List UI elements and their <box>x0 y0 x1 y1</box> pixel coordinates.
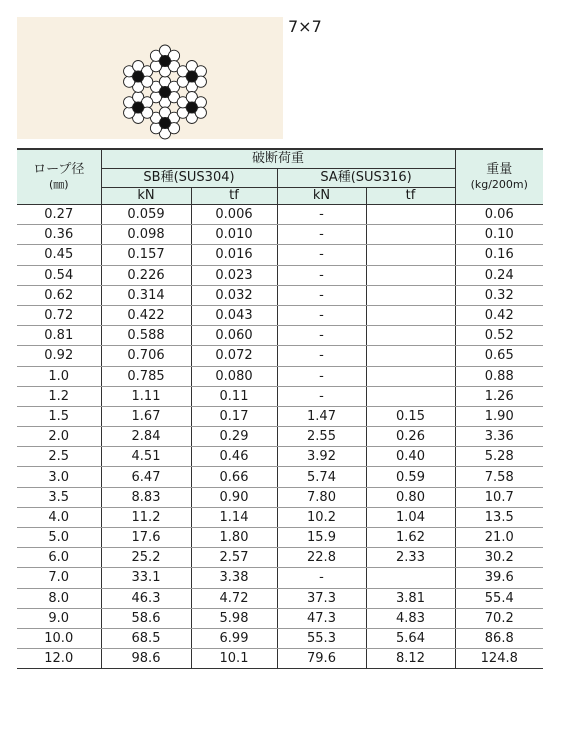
cell-sb-kn: 8.83 <box>101 487 191 507</box>
rope-diameter-unit: (㎜) <box>48 178 69 191</box>
cell-sa-kn: 10.2 <box>277 507 366 527</box>
cell-sa-tf <box>366 285 455 305</box>
header-sb-grade: SB種(SUS304) <box>101 169 277 188</box>
cell-sa-kn: - <box>277 386 366 406</box>
cell-sb-kn: 0.706 <box>101 346 191 366</box>
cell-diameter: 4.0 <box>17 507 101 527</box>
cell-sb-tf: 0.023 <box>191 265 277 285</box>
table-row <box>17 649 543 669</box>
table-row <box>17 548 543 568</box>
cell-sa-kn: - <box>277 265 366 285</box>
table-row <box>17 305 543 325</box>
cell-sa-kn: - <box>277 245 366 265</box>
cell-sa-kn: - <box>277 225 366 245</box>
cell-diameter: 1.0 <box>17 366 101 386</box>
cell-sa-tf: 5.64 <box>366 628 455 648</box>
table-row <box>17 406 543 426</box>
cell-weight: 5.28 <box>455 447 543 467</box>
table-row <box>17 225 543 245</box>
cell-sb-tf: 0.060 <box>191 326 277 346</box>
cell-weight: 1.90 <box>455 406 543 426</box>
cell-sb-kn: 0.098 <box>101 225 191 245</box>
cell-sa-tf: 1.62 <box>366 528 455 548</box>
cell-sb-kn: 0.157 <box>101 245 191 265</box>
cell-sa-kn: 79.6 <box>277 649 366 669</box>
cell-sa-kn: - <box>277 366 366 386</box>
cell-sb-tf: 10.1 <box>191 649 277 669</box>
cell-sb-kn: 0.785 <box>101 366 191 386</box>
weight-unit: (kg/200m) <box>470 178 528 191</box>
cell-sa-tf <box>366 265 455 285</box>
rope-spec-table-body <box>17 205 543 669</box>
cell-sb-tf: 0.010 <box>191 225 277 245</box>
cell-sa-kn: - <box>277 346 366 366</box>
cell-diameter: 0.62 <box>17 285 101 305</box>
cell-sa-kn: - <box>277 305 366 325</box>
cell-sb-tf: 0.11 <box>191 386 277 406</box>
table-row <box>17 427 543 447</box>
cell-sa-tf: 2.33 <box>366 548 455 568</box>
header-sb-kn: kN <box>101 188 191 205</box>
cell-diameter: 9.0 <box>17 608 101 628</box>
header-sb-tf: tf <box>191 188 277 205</box>
cell-diameter: 0.54 <box>17 265 101 285</box>
cell-sb-kn: 11.2 <box>101 507 191 527</box>
cell-sb-tf: 1.14 <box>191 507 277 527</box>
cell-weight: 70.2 <box>455 608 543 628</box>
wire-center <box>186 71 197 82</box>
cell-diameter: 12.0 <box>17 649 101 669</box>
cell-diameter: 10.0 <box>17 628 101 648</box>
cell-sb-tf: 0.016 <box>191 245 277 265</box>
cell-sb-tf: 1.80 <box>191 528 277 548</box>
rope-figure-panel <box>17 17 283 139</box>
cell-weight: 3.36 <box>455 427 543 447</box>
cell-sa-tf: 0.80 <box>366 487 455 507</box>
cell-sb-kn: 1.67 <box>101 406 191 426</box>
cell-sa-tf: 0.15 <box>366 406 455 426</box>
table-row <box>17 326 543 346</box>
table-row <box>17 285 543 305</box>
table-row <box>17 507 543 527</box>
cell-sb-kn: 0.314 <box>101 285 191 305</box>
cell-sb-kn: 0.422 <box>101 305 191 325</box>
cell-sa-kn: - <box>277 326 366 346</box>
cell-sa-tf <box>366 568 455 588</box>
cell-sa-kn: 37.3 <box>277 588 366 608</box>
cell-sa-tf <box>366 326 455 346</box>
cell-sb-kn: 68.5 <box>101 628 191 648</box>
cell-diameter: 2.5 <box>17 447 101 467</box>
cell-diameter: 0.72 <box>17 305 101 325</box>
cell-sb-kn: 4.51 <box>101 447 191 467</box>
header-weight <box>455 149 543 205</box>
cell-sa-kn: 55.3 <box>277 628 366 648</box>
cell-sb-tf: 0.043 <box>191 305 277 325</box>
wire-center <box>133 102 144 113</box>
cell-sa-kn: 1.47 <box>277 406 366 426</box>
cell-sb-tf: 6.99 <box>191 628 277 648</box>
cell-sb-kn: 25.2 <box>101 548 191 568</box>
cell-sa-tf: 4.83 <box>366 608 455 628</box>
cell-sa-tf: 1.04 <box>366 507 455 527</box>
cell-weight: 30.2 <box>455 548 543 568</box>
wire-rope-7x7-cross-section-icon <box>117 39 213 145</box>
cell-sa-kn: 5.74 <box>277 467 366 487</box>
wire-center <box>159 86 170 97</box>
cell-sb-tf: 0.072 <box>191 346 277 366</box>
cell-sb-tf: 5.98 <box>191 608 277 628</box>
cell-sb-kn: 1.11 <box>101 386 191 406</box>
cell-diameter: 0.81 <box>17 326 101 346</box>
header-breaking-load: 破断荷重 <box>101 149 455 169</box>
cell-sa-kn: - <box>277 285 366 305</box>
cell-sb-kn: 2.84 <box>101 427 191 447</box>
cell-weight: 21.0 <box>455 528 543 548</box>
cell-sb-kn: 0.226 <box>101 265 191 285</box>
table-row <box>17 528 543 548</box>
cell-diameter: 0.27 <box>17 205 101 225</box>
table-row <box>17 265 543 285</box>
cell-sb-kn: 6.47 <box>101 467 191 487</box>
cell-sa-tf <box>366 386 455 406</box>
table-row <box>17 467 543 487</box>
cell-diameter: 0.92 <box>17 346 101 366</box>
rope-diameter-label: ロープ径 <box>33 162 85 177</box>
cell-weight: 0.32 <box>455 285 543 305</box>
cell-sa-tf: 8.12 <box>366 649 455 669</box>
cell-sb-tf: 3.38 <box>191 568 277 588</box>
cell-sa-tf: 0.26 <box>366 427 455 447</box>
cell-diameter: 3.5 <box>17 487 101 507</box>
wire-center <box>159 55 170 66</box>
cell-weight: 7.58 <box>455 467 543 487</box>
weight-label: 重量 <box>486 162 513 177</box>
header-sa-kn: kN <box>277 188 366 205</box>
table-row <box>17 245 543 265</box>
header-sa-grade: SA種(SUS316) <box>277 169 455 188</box>
cell-weight: 124.8 <box>455 649 543 669</box>
cell-sb-kn: 33.1 <box>101 568 191 588</box>
cell-sa-tf <box>366 225 455 245</box>
cell-weight: 55.4 <box>455 588 543 608</box>
table-row <box>17 205 543 225</box>
table-row <box>17 588 543 608</box>
cell-weight: 0.24 <box>455 265 543 285</box>
cell-weight: 0.10 <box>455 225 543 245</box>
cell-sb-tf: 2.57 <box>191 548 277 568</box>
cell-sb-tf: 0.080 <box>191 366 277 386</box>
cell-diameter: 1.2 <box>17 386 101 406</box>
cell-sb-tf: 0.006 <box>191 205 277 225</box>
cell-weight: 0.88 <box>455 366 543 386</box>
table-row <box>17 608 543 628</box>
cell-sb-tf: 0.90 <box>191 487 277 507</box>
table-row <box>17 568 543 588</box>
wire-center <box>186 102 197 113</box>
table-row <box>17 628 543 648</box>
cell-weight: 10.7 <box>455 487 543 507</box>
cell-weight: 0.16 <box>455 245 543 265</box>
cell-diameter: 6.0 <box>17 548 101 568</box>
table-row <box>17 447 543 467</box>
cell-diameter: 7.0 <box>17 568 101 588</box>
cell-sa-tf: 0.59 <box>366 467 455 487</box>
cell-weight: 0.65 <box>455 346 543 366</box>
cell-sa-kn: - <box>277 205 366 225</box>
cell-sa-tf <box>366 366 455 386</box>
cell-sa-tf <box>366 245 455 265</box>
rope-construction-label: 7×7 <box>288 17 322 36</box>
cell-sb-kn: 0.588 <box>101 326 191 346</box>
cell-weight: 1.26 <box>455 386 543 406</box>
cell-diameter: 2.0 <box>17 427 101 447</box>
cell-diameter: 0.36 <box>17 225 101 245</box>
cell-sb-kn: 17.6 <box>101 528 191 548</box>
cell-weight: 0.42 <box>455 305 543 325</box>
cell-sa-kn: 22.8 <box>277 548 366 568</box>
cell-sb-tf: 0.032 <box>191 285 277 305</box>
cell-sa-kn: 2.55 <box>277 427 366 447</box>
cell-diameter: 1.5 <box>17 406 101 426</box>
cell-sa-tf <box>366 346 455 366</box>
cell-weight: 13.5 <box>455 507 543 527</box>
cell-sb-tf: 0.29 <box>191 427 277 447</box>
cell-diameter: 3.0 <box>17 467 101 487</box>
table-row <box>17 386 543 406</box>
header-rope-diameter <box>17 149 101 205</box>
cell-sb-kn: 0.059 <box>101 205 191 225</box>
cell-sa-kn: 3.92 <box>277 447 366 467</box>
cell-sa-kn: 47.3 <box>277 608 366 628</box>
cell-diameter: 0.45 <box>17 245 101 265</box>
cell-weight: 0.06 <box>455 205 543 225</box>
cell-sb-kn: 58.6 <box>101 608 191 628</box>
cell-sa-kn: 15.9 <box>277 528 366 548</box>
cell-sa-kn: - <box>277 568 366 588</box>
wire-center <box>133 71 144 82</box>
cell-weight: 0.52 <box>455 326 543 346</box>
cell-sa-tf: 0.40 <box>366 447 455 467</box>
cell-sb-kn: 46.3 <box>101 588 191 608</box>
cell-sa-kn: 7.80 <box>277 487 366 507</box>
cell-weight: 39.6 <box>455 568 543 588</box>
cell-sb-tf: 0.46 <box>191 447 277 467</box>
table-row <box>17 346 543 366</box>
cell-sa-tf: 3.81 <box>366 588 455 608</box>
table-row <box>17 366 543 386</box>
rope-spec-table <box>17 148 543 669</box>
cell-diameter: 5.0 <box>17 528 101 548</box>
cell-diameter: 8.0 <box>17 588 101 608</box>
wire-center <box>159 117 170 128</box>
cell-sa-tf <box>366 305 455 325</box>
cell-sb-tf: 0.66 <box>191 467 277 487</box>
table-row <box>17 487 543 507</box>
cell-sb-tf: 0.17 <box>191 406 277 426</box>
cell-sb-tf: 4.72 <box>191 588 277 608</box>
cell-weight: 86.8 <box>455 628 543 648</box>
header-sa-tf: tf <box>366 188 455 205</box>
cell-sa-tf <box>366 205 455 225</box>
cell-sb-kn: 98.6 <box>101 649 191 669</box>
